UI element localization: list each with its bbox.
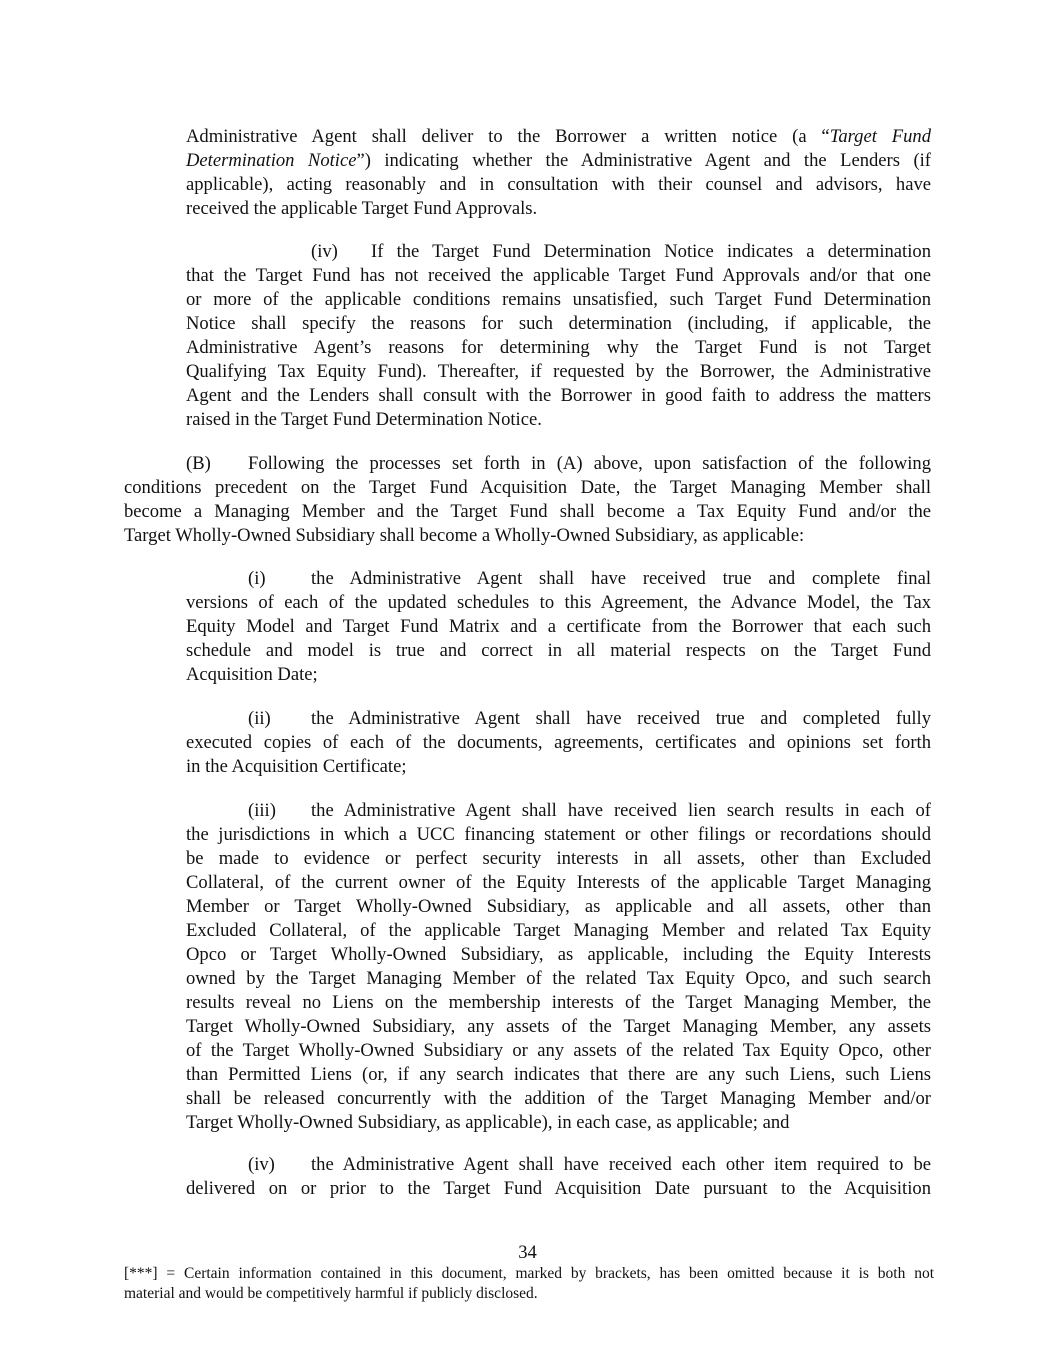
text-line: Acquisition Date;: [186, 664, 318, 685]
paragraph-b-iii: [186, 799, 931, 1135]
paragraph-a-iii-continuation: [186, 125, 931, 221]
text-line: in the Acquisition Certificate;: [186, 756, 407, 777]
text-line: shall be released concurrently with the addition of the Target Managing Member and/or: [186, 1088, 931, 1109]
text-line: Administrative Agent shall deliver to the Borrower a written notice (a “Target Fund: [186, 126, 932, 147]
text-line: Qualifying Tax Equity Fund). Thereafter, if requested by the Borrower, the Administrative: [186, 361, 931, 382]
footnote-line: material and would be competitively harmful if publicly disclosed.: [124, 1285, 538, 1302]
text-line: raised in the Target Fund Determination Notice.: [186, 409, 542, 430]
text-line: or more of the applicable conditions remains unsatisfied, such Target Fund Determination: [186, 289, 931, 310]
text-line: received the applicable Target Fund Approvals.: [186, 198, 538, 219]
clause-number: (ii): [248, 708, 271, 729]
text-line: results reveal no Liens on the membership interests of the Target Managing Member, the: [186, 992, 931, 1013]
text-line: schedule and model is true and correct in all material respects on the Target Fund: [186, 640, 931, 661]
paragraph-b-ii: [186, 707, 931, 779]
text-line: Target Wholly-Owned Subsidiary shall become a Wholly-Owned Subsidiary, as applicable:: [124, 525, 805, 546]
defined-term: Target Fund: [829, 126, 932, 147]
paragraph-b: [124, 452, 931, 548]
text-line: (iii) the Administrative Agent shall have received lien search results in each of: [248, 800, 931, 821]
text-line: owned by the Target Managing Member of the related Tax Equity Opco, and such search: [186, 968, 931, 989]
confidentiality-footnote: [124, 1264, 934, 1304]
footnote-line: [***] = Certain information contained in this document, marked by brackets, has been omitted because it is both not: [124, 1265, 934, 1282]
text-line: that the Target Fund has not received the applicable Target Fund Approvals and/or that one: [186, 265, 931, 286]
text-line: versions of each of the updated schedules to this Agreement, the Advance Model, the Tax: [186, 592, 931, 613]
text-line: (iv) the Administrative Agent shall have received each other item required to be: [248, 1154, 931, 1175]
text-line: Excluded Collateral, of the applicable Target Managing Member and related Tax Equity: [186, 920, 931, 941]
text-line: (iv) If the Target Fund Determination Notice indicates a determination: [311, 241, 931, 262]
paragraph-b-iv: [186, 1153, 931, 1201]
defined-term: Determination Notice: [186, 150, 357, 171]
text-line: Target Wholly-Owned Subsidiary, as applicable), in each case, as applicable; and: [186, 1112, 790, 1133]
clause-number: (iv): [311, 241, 338, 262]
text-line: Administrative Agent’s reasons for determining why the Target Fund is not Target: [186, 337, 931, 358]
clause-number: (iv): [248, 1154, 275, 1175]
text-line: delivered on or prior to the Target Fund Acquisition Date pursuant to the Acquisition: [186, 1178, 931, 1199]
text-line: Agent and the Lenders shall consult with the Borrower in good faith to address the matters: [186, 385, 931, 406]
text-line: be made to evidence or perfect security interests in all assets, other than Excluded: [186, 848, 931, 869]
clause-number: (iii): [248, 800, 276, 821]
text-line: conditions precedent on the Target Fund Acquisition Date, the Target Managing Member shall: [124, 477, 931, 498]
text-line: applicable), acting reasonably and in consultation with their counsel and advisors, have: [186, 174, 931, 195]
text-line: (ii) the Administrative Agent shall have received true and completed fully: [248, 708, 931, 729]
text-line: Target Wholly-Owned Subsidiary, any assets of the Target Managing Member, any assets: [186, 1016, 931, 1037]
text-line: become a Managing Member and the Target Fund shall become a Tax Equity Fund and/or the: [124, 501, 931, 522]
text-line: Notice shall specify the reasons for such determination (including, if applicable, the: [186, 313, 931, 334]
text-line: Determination Notice”) indicating whether the Administrative Agent and the Lenders (if: [186, 150, 931, 171]
text-line: than Permitted Liens (or, if any search indicates that there are any such Liens, such Liens: [186, 1064, 931, 1085]
text-line: executed copies of each of the documents, agreements, certificates and opinions set forth: [186, 732, 931, 753]
clause-number: (i): [248, 568, 266, 589]
clause-number: (B): [186, 453, 211, 474]
text-line: Collateral, of the current owner of the Equity Interests of the applicable Target Managing: [186, 872, 931, 893]
text-line: of the Target Wholly-Owned Subsidiary or any assets of the related Tax Equity Opco, other: [186, 1040, 931, 1061]
text-line: Member or Target Wholly-Owned Subsidiary, as applicable and all assets, other than: [186, 896, 931, 917]
paragraph-a-iv: [186, 240, 931, 432]
text-line: the jurisdictions in which a UCC financing statement or other filings or recordations should: [186, 824, 931, 845]
page-number: 34: [518, 1242, 537, 1263]
text-line: (B) Following the processes set forth in (A) above, upon satisfaction of the following: [186, 453, 931, 474]
text-line: Equity Model and Target Fund Matrix and a certificate from the Borrower that each such: [186, 616, 931, 637]
text-line: Opco or Target Wholly-Owned Subsidiary, as applicable, including the Equity Interests: [186, 944, 931, 965]
paragraph-b-i: [186, 567, 931, 687]
text-line: (i) the Administrative Agent shall have received true and complete final: [248, 568, 931, 589]
